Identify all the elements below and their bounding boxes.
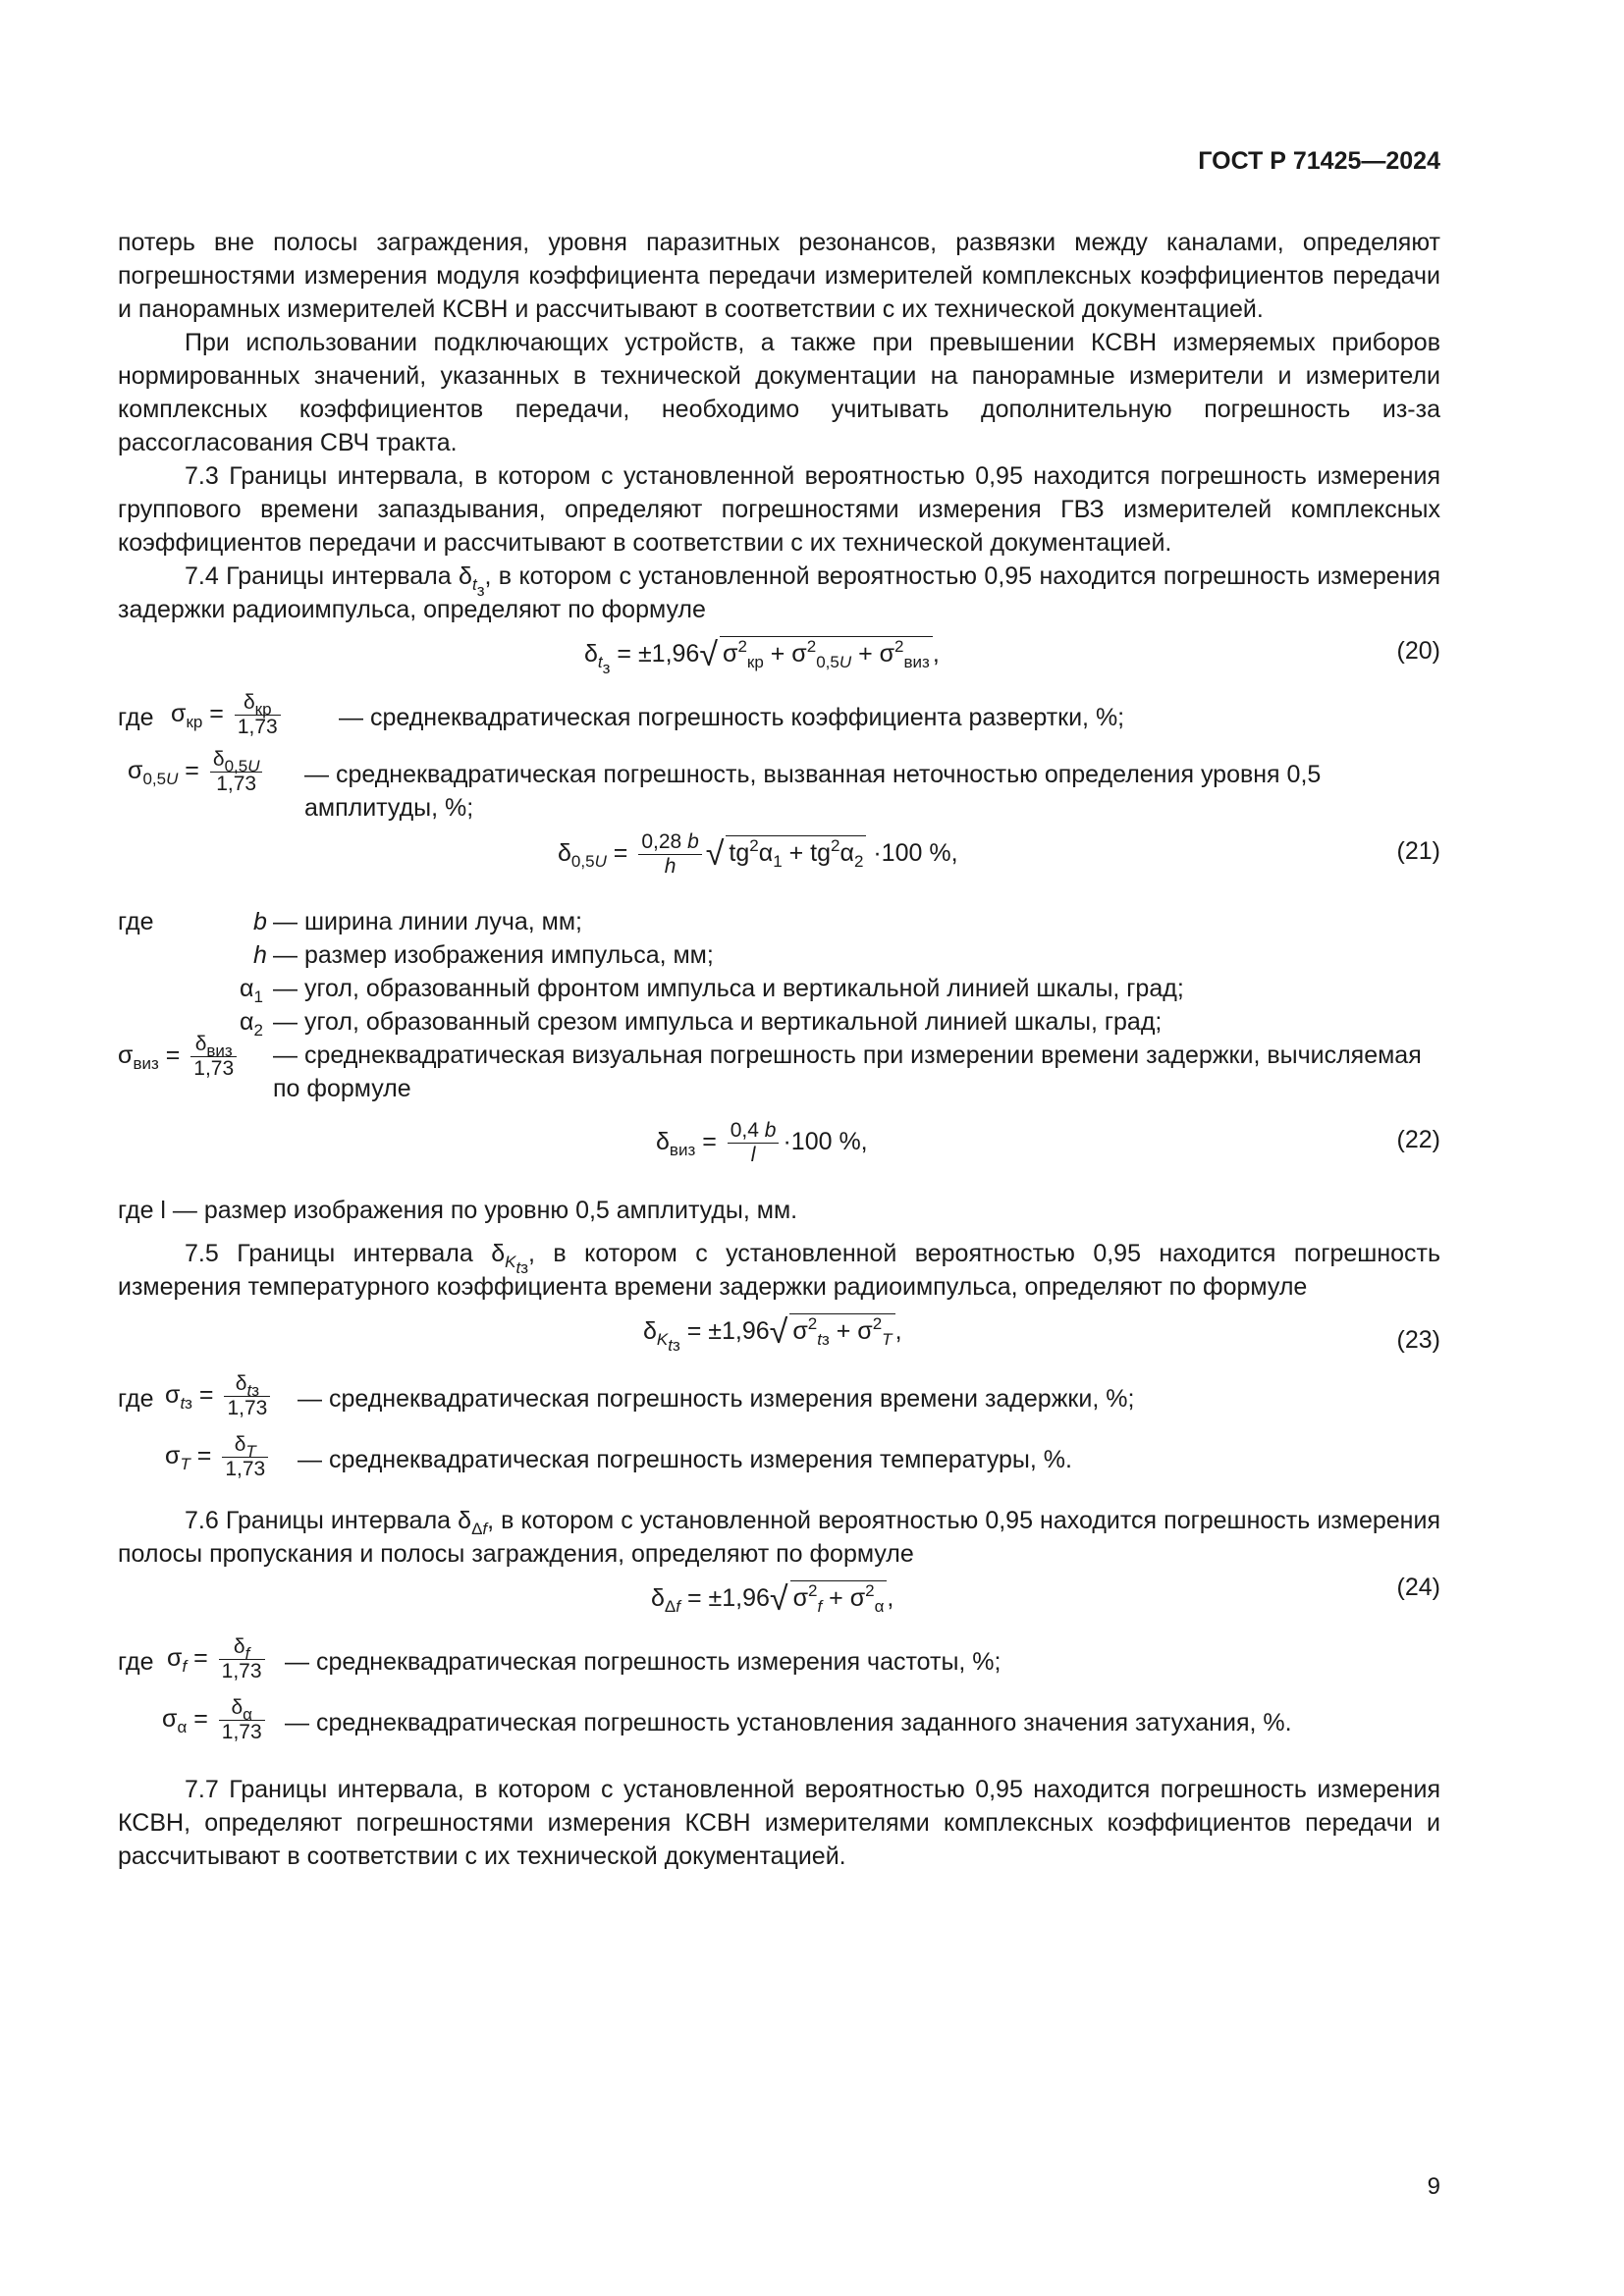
sigma-05u-expr: $\sigma_{0,5U}$ = $\frac{\delta_{0,5U}}{1,73}$ bbox=[128, 748, 266, 796]
formula-20-expr: $\delta_{t_з} = \pm 1,96√$ $\sigma^2_{кр} + \sigma^2_{0,5U} + \sigma^2_{виз}$ , bbox=[584, 636, 940, 677]
formula-20 bbox=[118, 626, 1440, 691]
formula-24 bbox=[118, 1571, 1440, 1635]
definition-sigma-T: $\sigma_T$ = $\frac{\delta_T}{1,73}$ — среднеквадратическая погрешность измерения температуры, %. bbox=[165, 1433, 1072, 1480]
paragraph-7-6: 7.6 Границы интервала $\delta_{\Delta f}$, в котором с установленной вероятностью 0,95 находится погрешность измерения полосы пропускания и полосы заграждения, определяют по формуле bbox=[118, 1507, 1440, 1568]
formula-21-number: (21) bbox=[1396, 837, 1440, 865]
paragraph-7-5: 7.5 Границы интервала $\delta_{K_{tз}}$, в котором с установленной вероятностью 0,95 находится погрешность измерения температурного коэффициента времени задержки радиоимпульса, определяют по формуле bbox=[118, 1240, 1441, 1301]
page-number: 9 bbox=[1427, 2173, 1440, 2200]
definition-l: где l — размер изображения по уровню 0,5 амплитуды, мм. bbox=[118, 1197, 798, 1224]
definition-alpha2: $\alpha_2$ — угол, образованный срезом импульса и вертикальной линией шкалы, град; bbox=[240, 1008, 1163, 1040]
formula-23 bbox=[118, 1304, 1440, 1372]
definition-sigma-t3: где $\sigma_{tз}$ = $\delta_{tз}$ 1,73 — среднеквадратическая погрешность измерения времени задержки, %; bbox=[118, 1372, 1135, 1419]
document-body bbox=[118, 226, 1440, 1873]
formula-23-number: (23) bbox=[1396, 1326, 1440, 1354]
formula-24-expr: $\delta_{\Delta f} = \pm 1,96√$ $\sigma^2_f + \sigma^2_\alpha$ , bbox=[651, 1580, 894, 1618]
paragraph-7-7: 7.7 Границы интервала, в котором с установленной вероятностью 0,95 находится погрешность измерения КСВН, определяют погрешностями измерения КСВН измерителями комплексных коэффициентов передачи и рассчитывают в соответствии с их технической документацией. bbox=[118, 1776, 1440, 1870]
definition-sigma-alpha: $\sigma_\alpha$ = $\frac{\delta_\alpha}{1,73}$ — среднеквадратическая погрешность установления заданного значения затухания, %. bbox=[162, 1696, 1292, 1743]
formula-22 bbox=[118, 1115, 1440, 1194]
sigma-T-expr: $\sigma_T$ = $\frac{\delta_T}{1,73}$ bbox=[165, 1433, 272, 1481]
definition-sigma-viz: $\sigma_{виз}$ = $\delta_{виз}$ 1,73 — среднеквадратическая визуальная погрешность при измерении времени задержки, вычисляемая по формуле bbox=[118, 1033, 1422, 1102]
formula-22-expr: $\delta_{виз}$ = $\frac{0,4 b}{l}$ ·100 %, bbox=[656, 1119, 868, 1166]
sigma-t3-expr: $\sigma_{tз}$ = $\delta_{tз}$ 1,73 bbox=[165, 1372, 274, 1420]
sigma-alpha-expr: $\sigma_\alpha$ = $\frac{\delta_\alpha}{1,73}$ bbox=[162, 1696, 269, 1744]
definition-sigma-05u: $\sigma_{0,5U}$ = $\frac{\delta_{0,5U}}{1,73}$ — среднеквадратическая погрешность, вызванная неточностью определения уровня 0,5 амплитуды, %; bbox=[128, 748, 1322, 822]
sigma-kp-expr: $\sigma_{кр}$ = $\delta_{кр}$ 1,73 bbox=[171, 691, 285, 739]
formula-21-expr: $\delta_{0,5U}$ = $\frac{0,28 b}{h}$ √ $tg^2\alpha_1 + tg^2\alpha_2 \cdot 100$ %, bbox=[558, 830, 958, 878]
definition-b: где b — ширина линии луча, мм; bbox=[118, 908, 582, 935]
paragraph-7-4: 7.4 Границы интервала $\delta_{t_з}$, в котором с установленной вероятностью 0,95 находится погрешность измерения задержки радиоимпульса, определяют по формуле bbox=[118, 562, 1440, 623]
paragraph-connectors: При использовании подключающих устройств, а также при превышении КСВН измеряемых приборов нормированных значений, указанных в технической документации на панорамные измерители и измерители комплексных коэффициентов передачи, необходимо учитывать дополнительную погрешность из-за рассогласования СВЧ тракта. bbox=[118, 329, 1440, 456]
paragraph-7-2-cont: потерь вне полосы заграждения, уровня паразитных резонансов, развязки между каналами, определяют погрешностями измерения модуля коэффициента передачи измерителей комплексных коэффициентов передачи и панорамных измерителей КСВН и рассчитывают в соответствии с их технической документацией. bbox=[118, 229, 1440, 323]
document-header: ГОСТ Р 71425—2024 bbox=[1198, 147, 1440, 175]
sigma-viz-expr: $\sigma_{виз}$ = $\delta_{виз}$ 1,73 bbox=[118, 1033, 241, 1081]
formula-24-number: (24) bbox=[1396, 1574, 1440, 1601]
definition-h: h — размер изображения импульса, мм; bbox=[253, 941, 714, 969]
sigma-f-expr: $\sigma_f$ = $\frac{\delta_f}{1,73}$ bbox=[167, 1635, 269, 1683]
paragraph-7-3: 7.3 Границы интервала, в котором с установленной вероятностью 0,95 находится погрешность измерения группового времени запаздывания, определяют погрешностями измерения ГВЗ измерителей комплексных коэффициентов передачи и рассчитывают в соответствии с их технической документацией. bbox=[118, 462, 1440, 557]
definition-sigma-f: где $\sigma_f$ = $\frac{\delta_f}{1,73}$ — среднеквадратическая погрешность измерения частоты, %; bbox=[118, 1635, 1001, 1682]
definition-alpha1: $\alpha_1$ — угол, образованный фронтом импульса и вертикальной линией шкалы, град; bbox=[240, 975, 1184, 1006]
formula-22-number: (22) bbox=[1396, 1126, 1440, 1153]
formula-20-number: (20) bbox=[1396, 637, 1440, 665]
formula-21 bbox=[118, 827, 1440, 905]
definition-sigma-kp: где $\sigma_{кр}$ = $\delta_{кр}$ 1,73 — среднеквадратическая погрешность коэффициента развертки, %; bbox=[118, 691, 1125, 738]
formula-23-expr: $\delta_{K_{tз}} = \pm 1,96√$ $\sigma^2_{tз} + \sigma^2_T$ , bbox=[643, 1313, 902, 1355]
